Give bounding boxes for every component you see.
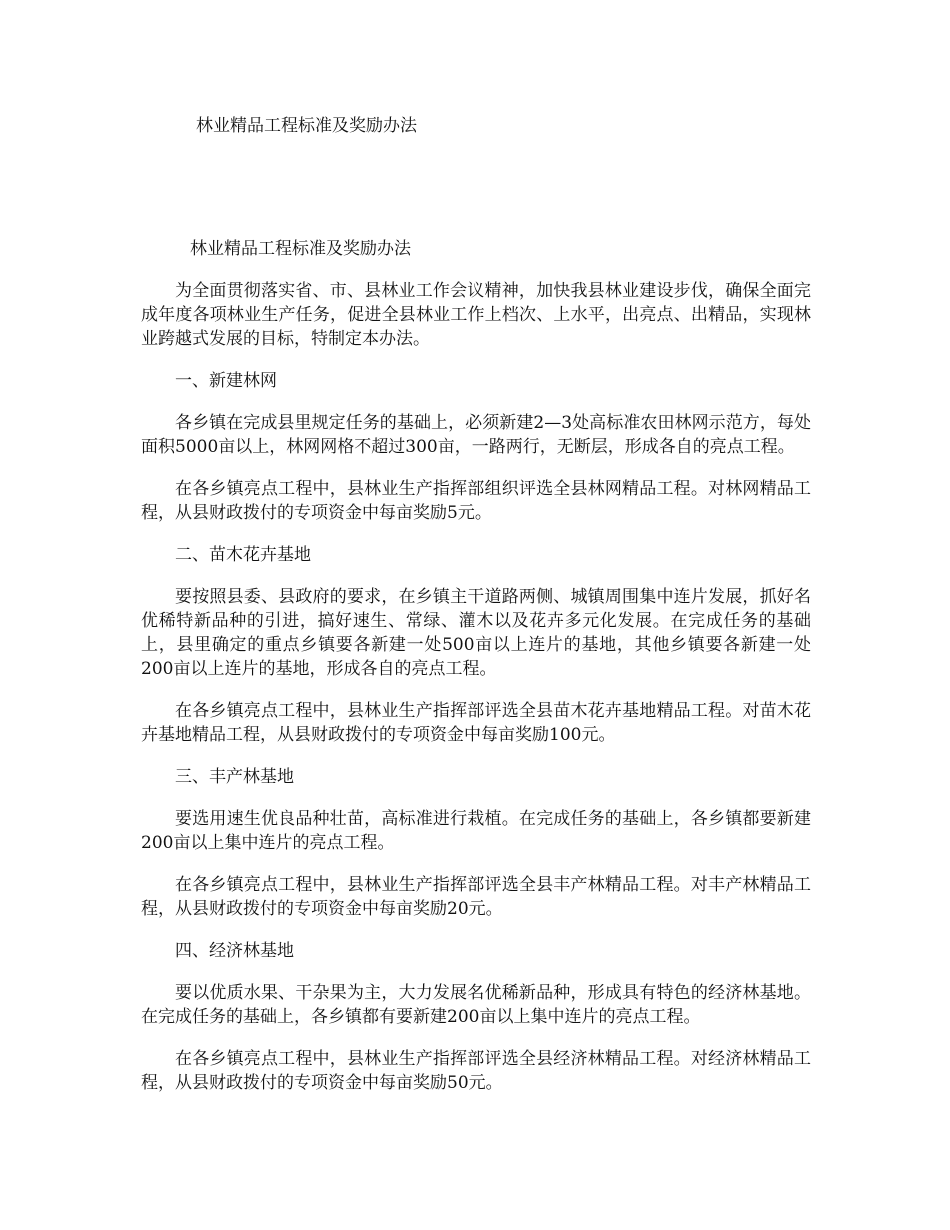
section-heading: 三、丰产林基地 [175, 767, 294, 787]
section-paragraph: 在各乡镇亮点工程中，县林业生产指挥部评选全县苗木花卉基地精品工程。对苗木花卉基地精品工程，从县财政拨付的专项资金中每亩奖励100元。 [141, 701, 811, 745]
section-economic-forest [141, 939, 811, 1095]
section-nursery-base [141, 543, 811, 747]
section-heading: 四、经济林基地 [175, 941, 294, 961]
section-paragraph: 要以优质水果、干杂果为主，大力发展名优稀新品种，形成具有特色的经济林基地。在完成任务的基础上，各乡镇都有要新建200亩以上集中连片的亮点工程。 [141, 983, 811, 1027]
section-paragraph: 在各乡镇亮点工程中，县林业生产指挥部评选全县丰产林精品工程。对丰产林精品工程，从县财政拨付的专项资金中每亩奖励20元。 [141, 875, 811, 919]
document-title: 林业精品工程标准及奖励办法 [196, 116, 417, 136]
section-paragraph: 在各乡镇亮点工程中，县林业生产指挥部组织评选全县林网精品工程。对林网精品工程，从县财政拨付的专项资金中每亩奖励5元。 [141, 479, 811, 523]
section-heading: 一、新建林网 [175, 371, 277, 391]
document-subtitle: 林业精品工程标准及奖励办法 [190, 239, 411, 259]
intro-paragraph: 为全面贯彻落实省、市、县林业工作会议精神，加快我县林业建设步伐，确保全面完成年度各项林业生产任务，促进全县林业工作上档次、上水平，出亮点、出精品，实现林业跨越式发展的目标，特制定本办法。 [141, 281, 811, 349]
section-heading: 二、苗木花卉基地 [175, 545, 311, 565]
section-paragraph: 要按照县委、县政府的要求，在乡镇主干道路两侧、城镇周围集中连片发展，抓好名优稀特新品种的引进，搞好速生、常绿、灌木以及花卉多元化发展。在完成任务的基础上，县里确定的重点乡镇要各新建一处500亩以上连片的基地，其他乡镇要各新建一处200亩以上连片的基地，形成各自的亮点工程。 [141, 587, 811, 679]
document-body [141, 237, 811, 1113]
section-paragraph: 在各乡镇亮点工程中，县林业生产指挥部评选全县经济林精品工程。对经济林精品工程，从县财政拨付的专项资金中每亩奖励50元。 [141, 1049, 811, 1093]
section-paragraph: 要选用速生优良品种壮苗，高标准进行栽植。在完成任务的基础上，各乡镇都要新建200亩以上集中连片的亮点工程。 [141, 809, 811, 853]
section-high-yield-forest [141, 765, 811, 921]
section-paragraph: 各乡镇在完成县里规定任务的基础上，必须新建2—3处高标准农田林网示范方，每处面积5000亩以上，林网网格不超过300亩，一路两行，无断层，形成各自的亮点工程。 [141, 413, 811, 457]
section-new-forest-network [141, 369, 811, 525]
